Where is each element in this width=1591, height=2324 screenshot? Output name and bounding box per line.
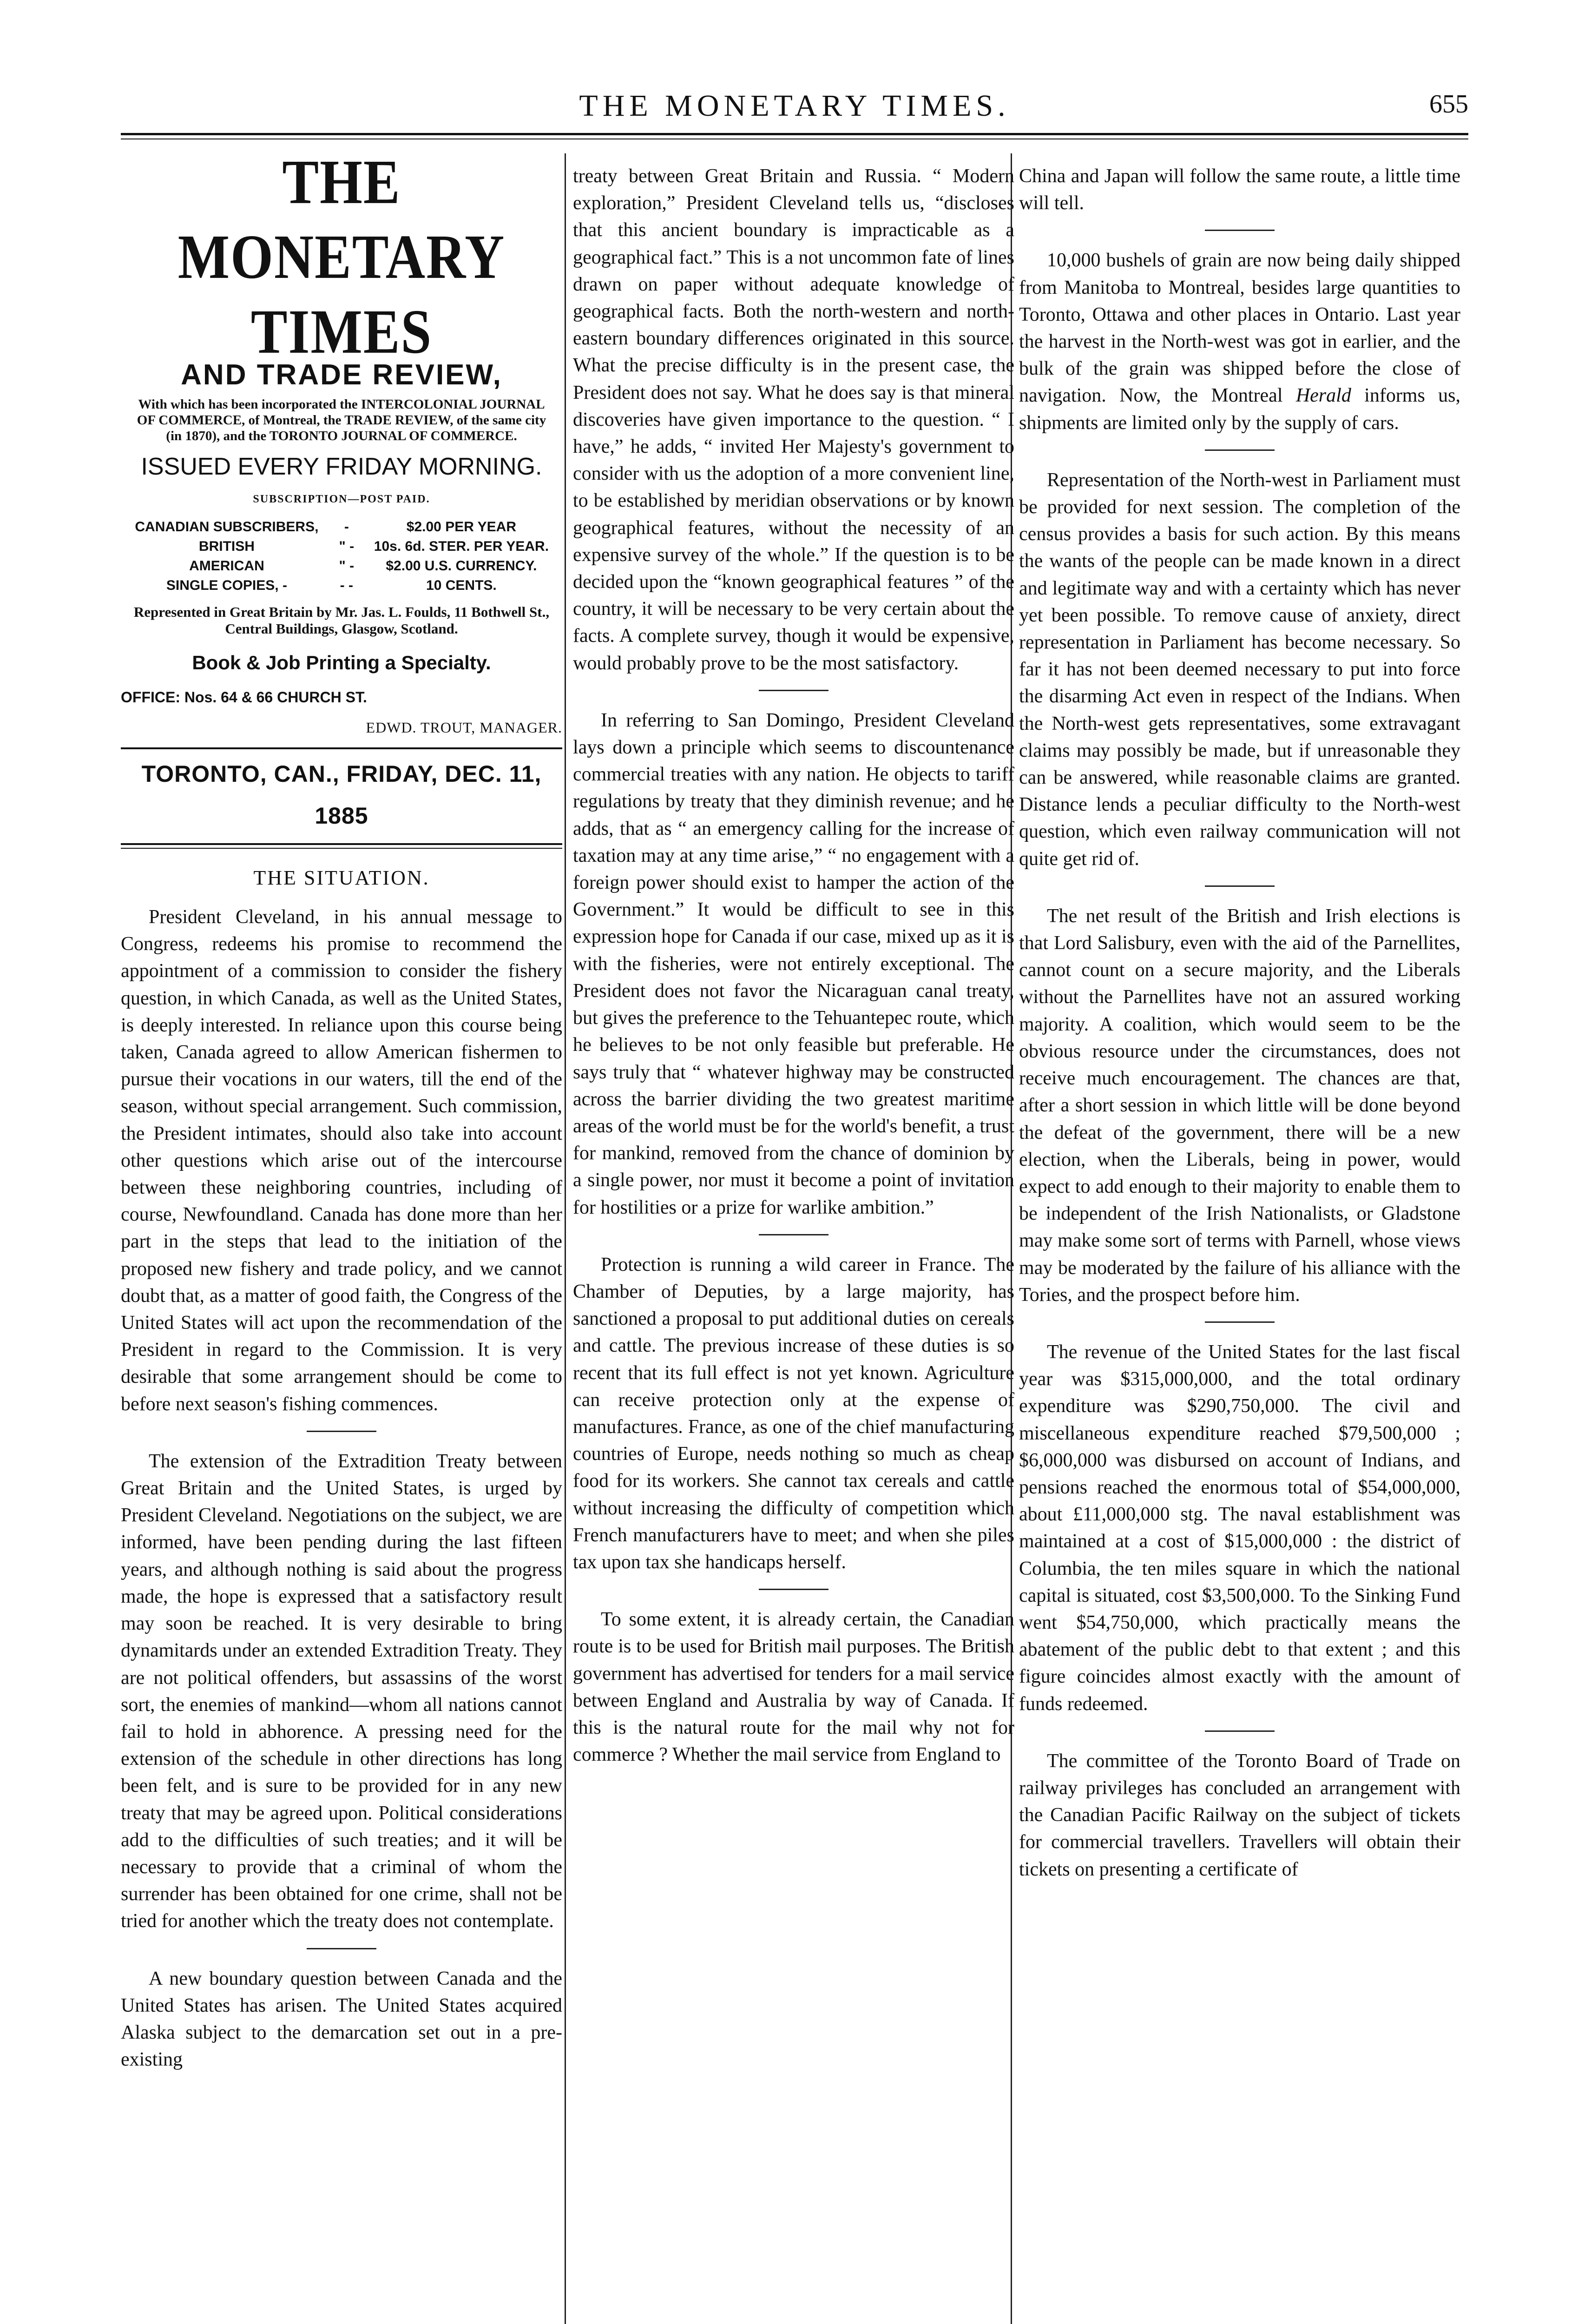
paragraph-board-of-trade: The committee of the Toronto Board of Trade on railway privileges has concluded an arrangement with the Canadian Pacific Railway on the subject of tickets for commercial travellers. Travellers will obtain their tickets on presenting a certificate of — [1019, 1750, 1460, 1880]
rate-mark: " - — [339, 539, 355, 555]
grain-text-a: 10,000 bushels of grain are now being daily shipped from Manitoba to Montreal, besides large quantities to Toronto, Ottawa and other places in Ontario. Last year the harvest in the North-west was got in earlier, and the bulk of the grain was shipped before the close of navigation. Now, the Montreal — [1019, 250, 1460, 407]
column-rule-1 — [565, 153, 566, 2324]
column-2 — [573, 163, 1014, 1768]
separator — [1205, 230, 1275, 231]
paragraph-boundary-cont: treaty between Great Britain and Russia. “ Modern exploration,” President Cleveland tells us, “discloses that this ancient boundary is impracticable as a geographical fact.” This is a not uncommon fate of lines drawn on paper without adequate knowledge of geographical facts. Both the north-western and north-eastern boundary differences originated in this source. What the precise difficulty is in the present case, the President does not say. What he does say is that mineral discoveries have given importance to the question. “ I have,” he adds, “ invited Her Majesty's government to consider with us the adoption of a more convenient line, to be established by meridian observations or by known geographical features, without the necessity of an expensive survey of the whole.” If the question is to be decided upon the “known geographical features ” of the country, it will be necessary to be very certain about the facts. A complete survey, though it would be expensive, would probably prove to be the most satisfactory. — [573, 165, 1014, 674]
rate-mark: - - — [340, 578, 353, 594]
rate-price: 10s. 6d. STER. PER YEAR. — [374, 539, 549, 555]
paragraph-extradition: The extension of the Extradition Treaty between Great Britain and the United States, is urged by President Cleveland. Negotiations on the subject, we are informed, have been pending during the last fifteen years, and although nothing is said about the progress made, the hope is expressed that a satisfactory result may soon be reached. It is very desirable to bring dynamitards under an extended Extradition Treaty. They are not political offenders, but assassins of the worst sort, the enemies of mankind—whom all nations cannot fail to hold in abhorence. A pressing need for the extension of the schedule in other directions has long been felt, and is sure to be provided for in any new treaty that may be agreed upon. Political considerations add to the difficulties of such treaties; and it will be necessary to provide that a criminal of whom the surrender has been obtained for one crime, shall not be tried for another which the treaty does not contemplate. — [121, 1450, 562, 1932]
column-3 — [1019, 163, 1460, 1883]
representation-note: Represented in Great Britain by Mr. Jas. L. Foulds, 11 Bothwell St., Central Buildings, Glasgow, Scotland. — [133, 604, 550, 637]
rate-row — [121, 537, 562, 556]
dateline: TORONTO, CAN., FRIDAY, DEC. 11, 1885 — [141, 760, 542, 829]
subscription-heading: SUBSCRIPTION—POST PAID. — [253, 493, 430, 505]
subscription-rates — [121, 517, 562, 595]
paragraph-protection-france: Protection is running a wild career in France. The Chamber of Deputies, by a large majority, has sanctioned a proposal to put additional duties on cereals and cattle. The previous increase of these duties is so recent that its full effect is not yet known. Agriculture can receive protection only at the expense of manufactures. France, as one of the chief manufacturing countries of Europe, needs nothing so much as cheap food for its workers. She cannot tax cereals and cattle without increasing the difficulty of competition which French manufacturers have to meet; and when she piles tax upon tax she handicaps herself. — [573, 1254, 1014, 1573]
page-header — [121, 88, 1468, 130]
herald-title: Herald — [1295, 385, 1351, 407]
section-title: THE SITUATION. — [253, 866, 430, 889]
separator — [1205, 449, 1275, 451]
separator — [307, 1431, 376, 1432]
paragraph-san-domingo: In referring to San Domingo, President Cleveland lays down a principle which seems to discountenance commercial treaties with any nation. He objects to tariff regulations by treaty that they diminish revenue; and he adds, that as “ an emergency calling for the increase of taxation may at any time arise,” “ no engagement with a foreign power should exist to hamper the action of the Government.” It would be difficult to see in this expression hope for Canada if our case, mixed up as it is with the fisheries, were not entirely exceptional. The President does not favor the Nicaraguan canal treaty, but gives the preference to the Tehuantepec route, which he believes to be not only feasible but preferable. He says truly that “ whatever highway may be constructed across the barrier dividing the two greatest maritime areas of the world must be for the world's benefit, a trust for mankind, removed from the chance of dominion by a single power, nor must it become a point of invitation for hostilities or a prize for warlike ambition.” — [573, 709, 1014, 1218]
separator — [1205, 1730, 1275, 1732]
running-title: THE MONETARY TIMES. — [579, 89, 1010, 123]
rate-mark: " - — [339, 558, 355, 574]
rate-row — [121, 576, 562, 595]
page-number: 655 — [1429, 90, 1468, 119]
dateline-rule — [121, 843, 562, 845]
rate-label: BRITISH — [198, 539, 255, 555]
separator — [759, 1589, 828, 1590]
separator — [759, 1234, 828, 1235]
paragraph-mail-route: To some extent, it is already certain, the Canadian route is to be used for British mail purposes. The British government has advertised for tenders for a mail service between England and Australia by way of Canada. If this is the natural route for the mail why not for commerce ? Whether the mail service from England to — [573, 1609, 1014, 1766]
column-1 — [121, 147, 562, 2073]
paragraph-british-elections: The net result of the British and Irish elections is that Lord Salisbury, even with the aid of the Parnellites, cannot count on a secure majority, and the Liberals without the Parnellites have not an assured working majority. A coalition, which would seem to be the obvious resource under the circumstances, does not receive much encouragement. The chances are that, after a short session in which little will be done beyond the defeat of the government, there will be a new election, when the Liberals, being in power, would expect to add enough to their majority to enable them to be independent of the Irish Nationalists, or Gladstone may make some sort of terms with Parnell, whose views may be moderated by the failure of his alliance with the Tories, and the prospect before him. — [1019, 905, 1460, 1306]
masthead-subtitle: AND TRADE REVIEW, — [181, 359, 502, 391]
rate-mark: - — [344, 519, 349, 535]
rate-label: SINGLE COPIES, - — [166, 578, 287, 594]
rate-price: $2.00 U.S. CURRENCY. — [386, 558, 537, 574]
rate-row — [121, 556, 562, 576]
paragraph-fishery: President Cleveland, in his annual message to Congress, redeems his promise to recommend the appointment of a commission to consider the fishery question, in which Canada, as well as the United States, is deeply interested. In reliance upon this course being taken, Canada agreed to allow American fishermen to pursue their vocations in our waters, till the end of the season, without special arrangement. Such commission, the President intimates, should also take into account other questions which arise out of the intercourse between these neighboring countries, including of course, Newfoundland. Canada has done more than her part in the steps that lead to the initiation of the proposed new fishery and trade policy, and we cannot doubt that, as a matter of good faith, the Congress of the United States will act upon the recommendation of the President in regard to the Commission. It is very desirable that some arrangement should be come to before next season's fishing commences. — [121, 906, 562, 1415]
separator — [1205, 885, 1275, 887]
rate-label: AMERICAN — [189, 558, 264, 574]
rate-row — [121, 517, 562, 537]
incorporation-note: With which has been incorporated the INTERCOLONIAL JOURNAL OF COMMERCE, of Montreal, the TRADE REVIEW, of the same city (in 1870), and the TORONTO JOURNAL OF COMMERCE. — [137, 397, 546, 443]
dateline-rule-thin — [121, 848, 562, 849]
paragraph-us-revenue: The revenue of the United States for the last fiscal year was $315,000,000, and the total ordinary expenditure was $290,750,000. The civil and miscellaneous expenditure reached $79,500,000 ; $6,000,000 was disbursed on account of Indians, and pensions reached the enormous total of $54,000,000, about £11,000,000 stg. The naval establishment was maintained at a cost of $15,000,000 : the district of Columbia, the ten miles square in which the national capital is situated, cost $3,500,000. To the Sinking Fund went $54,750,000, which practically means the abatement of the public debt to that extent ; and this figure coincides almost exactly with the amount of funds redeemed. — [1019, 1341, 1460, 1715]
issued-line: ISSUED EVERY FRIDAY MORNING. — [141, 453, 542, 480]
office-address: OFFICE: Nos. 64 & 66 CHURCH ST. — [121, 689, 367, 706]
separator — [307, 1948, 376, 1949]
paragraph-grain-shipments — [1019, 247, 1460, 436]
separator — [1205, 1321, 1275, 1323]
grain-text-b: informs us, shipments are limited only by the supply of cars. — [1019, 385, 1460, 434]
rate-price: $2.00 PER YEAR — [406, 519, 517, 535]
masthead-rule — [121, 747, 562, 749]
rate-label: CANADIAN SUBSCRIBERS, — [135, 519, 319, 535]
separator — [759, 690, 828, 691]
masthead — [121, 147, 562, 849]
paragraph-mail-route-cont: China and Japan will follow the same route, a little time will tell. — [1019, 165, 1460, 214]
book-job-printing: Book & Job Printing a Specialty. — [192, 652, 491, 674]
masthead-title: THE MONETARY TIMES — [178, 147, 506, 367]
paragraph-north-west-representation: Representation of the North-west in Parliament must be provided for next session. The completion of the census provides a basis for such action. By this means the wants of the people can be made known in a direct and legitimate way and with a certainty which has never yet been possible. To remove cause of anxiety, direct representation in Parliament has become necessary. So far it has not been deemed necessary to put into force the disarming Act even in respect of the Indians. When the North-west gets representatives, some extravagant claims may possibly be made, but if unreasonable they can be answered, while reasonable claims are granted. Distance lends a peculiar difficulty to the North-west question, which even railway communication will not quite get rid of. — [1019, 469, 1460, 870]
manager-line: EDWD. TROUT, MANAGER. — [366, 719, 562, 736]
paragraph-boundary: A new boundary question between Canada and the United States has arisen. The United States acquired Alaska subject to the demarcation set out in a pre-existing — [121, 1967, 562, 2071]
rate-price: 10 CENTS. — [426, 578, 497, 594]
header-rule — [121, 133, 1468, 135]
